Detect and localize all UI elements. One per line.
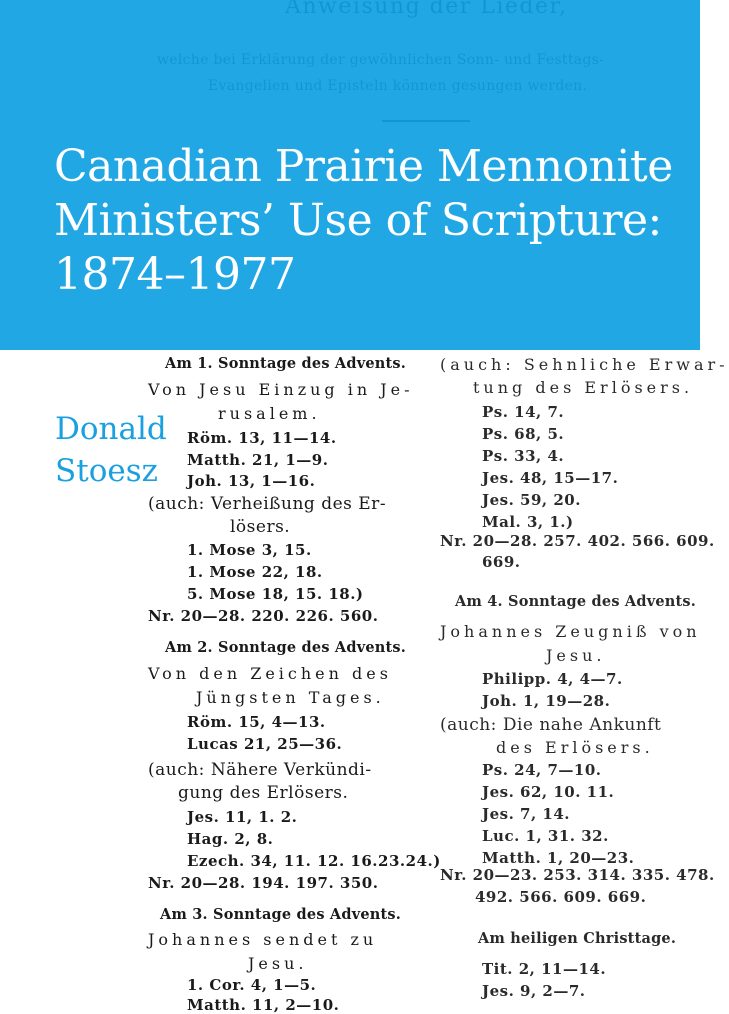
scan-right-line: Am 4. Sonntage des Advents. [455, 593, 697, 610]
scan-left-line: (auch: Verheißung des Er- [148, 494, 387, 514]
scan-left-line: gung des Erlösers. [178, 783, 349, 803]
scan-left-line: lösers. [230, 517, 291, 537]
scan-left-line: Jesu. [248, 954, 308, 973]
book-title-line: Canadian Prairie Mennonite [54, 141, 673, 192]
scan-right-line: Jes. 59, 20. [482, 491, 581, 509]
scan-left-line: Am 2. Sonntage des Advents. [165, 639, 407, 656]
scan-left-line: Röm. 13, 11—14. [187, 429, 337, 447]
book-title-line: Ministers’ Use of Scripture: [54, 195, 662, 246]
scan-left-line: Jüngsten Tages. [196, 688, 385, 707]
scan-right-line: Jesu. [546, 646, 606, 665]
scan-right-line: Philipp. 4, 4—7. [482, 670, 623, 688]
scan-left-line: Am 3. Sonntage des Advents. [160, 906, 402, 923]
scan-left-line: Nr. 20—28. 194. 197. 350. [148, 874, 379, 892]
book-title [54, 140, 694, 302]
book-title-line: 1874–1977 [54, 249, 296, 300]
scan-right-line: Joh. 1, 19—28. [482, 692, 611, 710]
scan-left-line: rusalem. [218, 404, 321, 423]
scan-left-line: (auch: Nähere Verkündi- [148, 760, 372, 780]
scan-right-line: Mal. 3, 1.) [482, 513, 574, 531]
scan-right-line: Jes. 48, 15—17. [482, 469, 619, 487]
book-author [55, 408, 171, 492]
scan-right-line: Luc. 1, 31. 32. [482, 827, 609, 845]
scan-left-line: Von den Zeichen des [148, 664, 392, 683]
scan-right-line: Matth. 1, 20—23. [482, 849, 635, 867]
scan-right-line: Johannes Zeugniß von [440, 622, 701, 641]
scan-left-line: 1. Mose 22, 18. [187, 563, 323, 581]
scan-left-line: Am 1. Sonntage des Advents. [165, 355, 407, 372]
scan-right-line: Tit. 2, 11—14. [482, 960, 607, 978]
scan-left-line: Von Jesu Einzug in Je- [148, 380, 414, 399]
scan-right-line: Ps. 68, 5. [482, 425, 565, 443]
scan-right-line: Ps. 24, 7—10. [482, 761, 602, 779]
scan-right-line: (auch: Die nahe Ankunft [440, 715, 662, 735]
scan-right-line: 669. [482, 553, 521, 571]
scan-right-line: Ps. 14, 7. [482, 403, 565, 421]
scan-left-line: Röm. 15, 4—13. [187, 713, 326, 731]
author-first-name: Donald [55, 411, 167, 447]
author-last-name: Stoesz [55, 453, 158, 489]
scan-left-line: Matth. 11, 2—10. [187, 996, 340, 1014]
scan-left-line: Johannes sendet zu [148, 930, 378, 949]
scan-right-line: tung des Erlösers. [473, 378, 694, 397]
scan-right-line: Jes. 62, 10. 11. [482, 783, 615, 801]
scan-right-line: 492. 566. 609. 669. [475, 888, 647, 906]
scan-right-line: Nr. 20—23. 253. 314. 335. 478. [440, 866, 715, 884]
scan-left-line: 1. Cor. 4, 1—5. [187, 976, 317, 994]
scan-right-line: Nr. 20—28. 257. 402. 566. 609. [440, 532, 715, 550]
scan-left-line: Nr. 20—28. 220. 226. 560. [148, 607, 379, 625]
scan-right-line: Jes. 7, 14. [482, 805, 571, 823]
scan-left-line: Hag. 2, 8. [187, 830, 274, 848]
scan-right-line: Am heiligen Christtage. [478, 930, 677, 947]
scan-left-line: Lucas 21, 25—36. [187, 735, 343, 753]
scan-left-line: Ezech. 34, 11. 12. 16.23.24.) [187, 852, 441, 870]
scan-right-line: Jes. 9, 2—7. [482, 982, 586, 1000]
scan-left-line: 1. Mose 3, 15. [187, 541, 312, 559]
scan-left-line: 5. Mose 18, 15. 18.) [187, 585, 364, 603]
scan-left-line: Jes. 11, 1. 2. [187, 808, 298, 826]
scan-left-line: Matth. 21, 1—9. [187, 451, 329, 469]
scan-left-line: Joh. 13, 1—16. [187, 472, 316, 490]
scan-right-line: Ps. 33, 4. [482, 447, 565, 465]
scan-right-line: (auch: Sehnliche Erwar- [440, 355, 729, 374]
scan-right-line: des Erlösers. [496, 738, 654, 757]
